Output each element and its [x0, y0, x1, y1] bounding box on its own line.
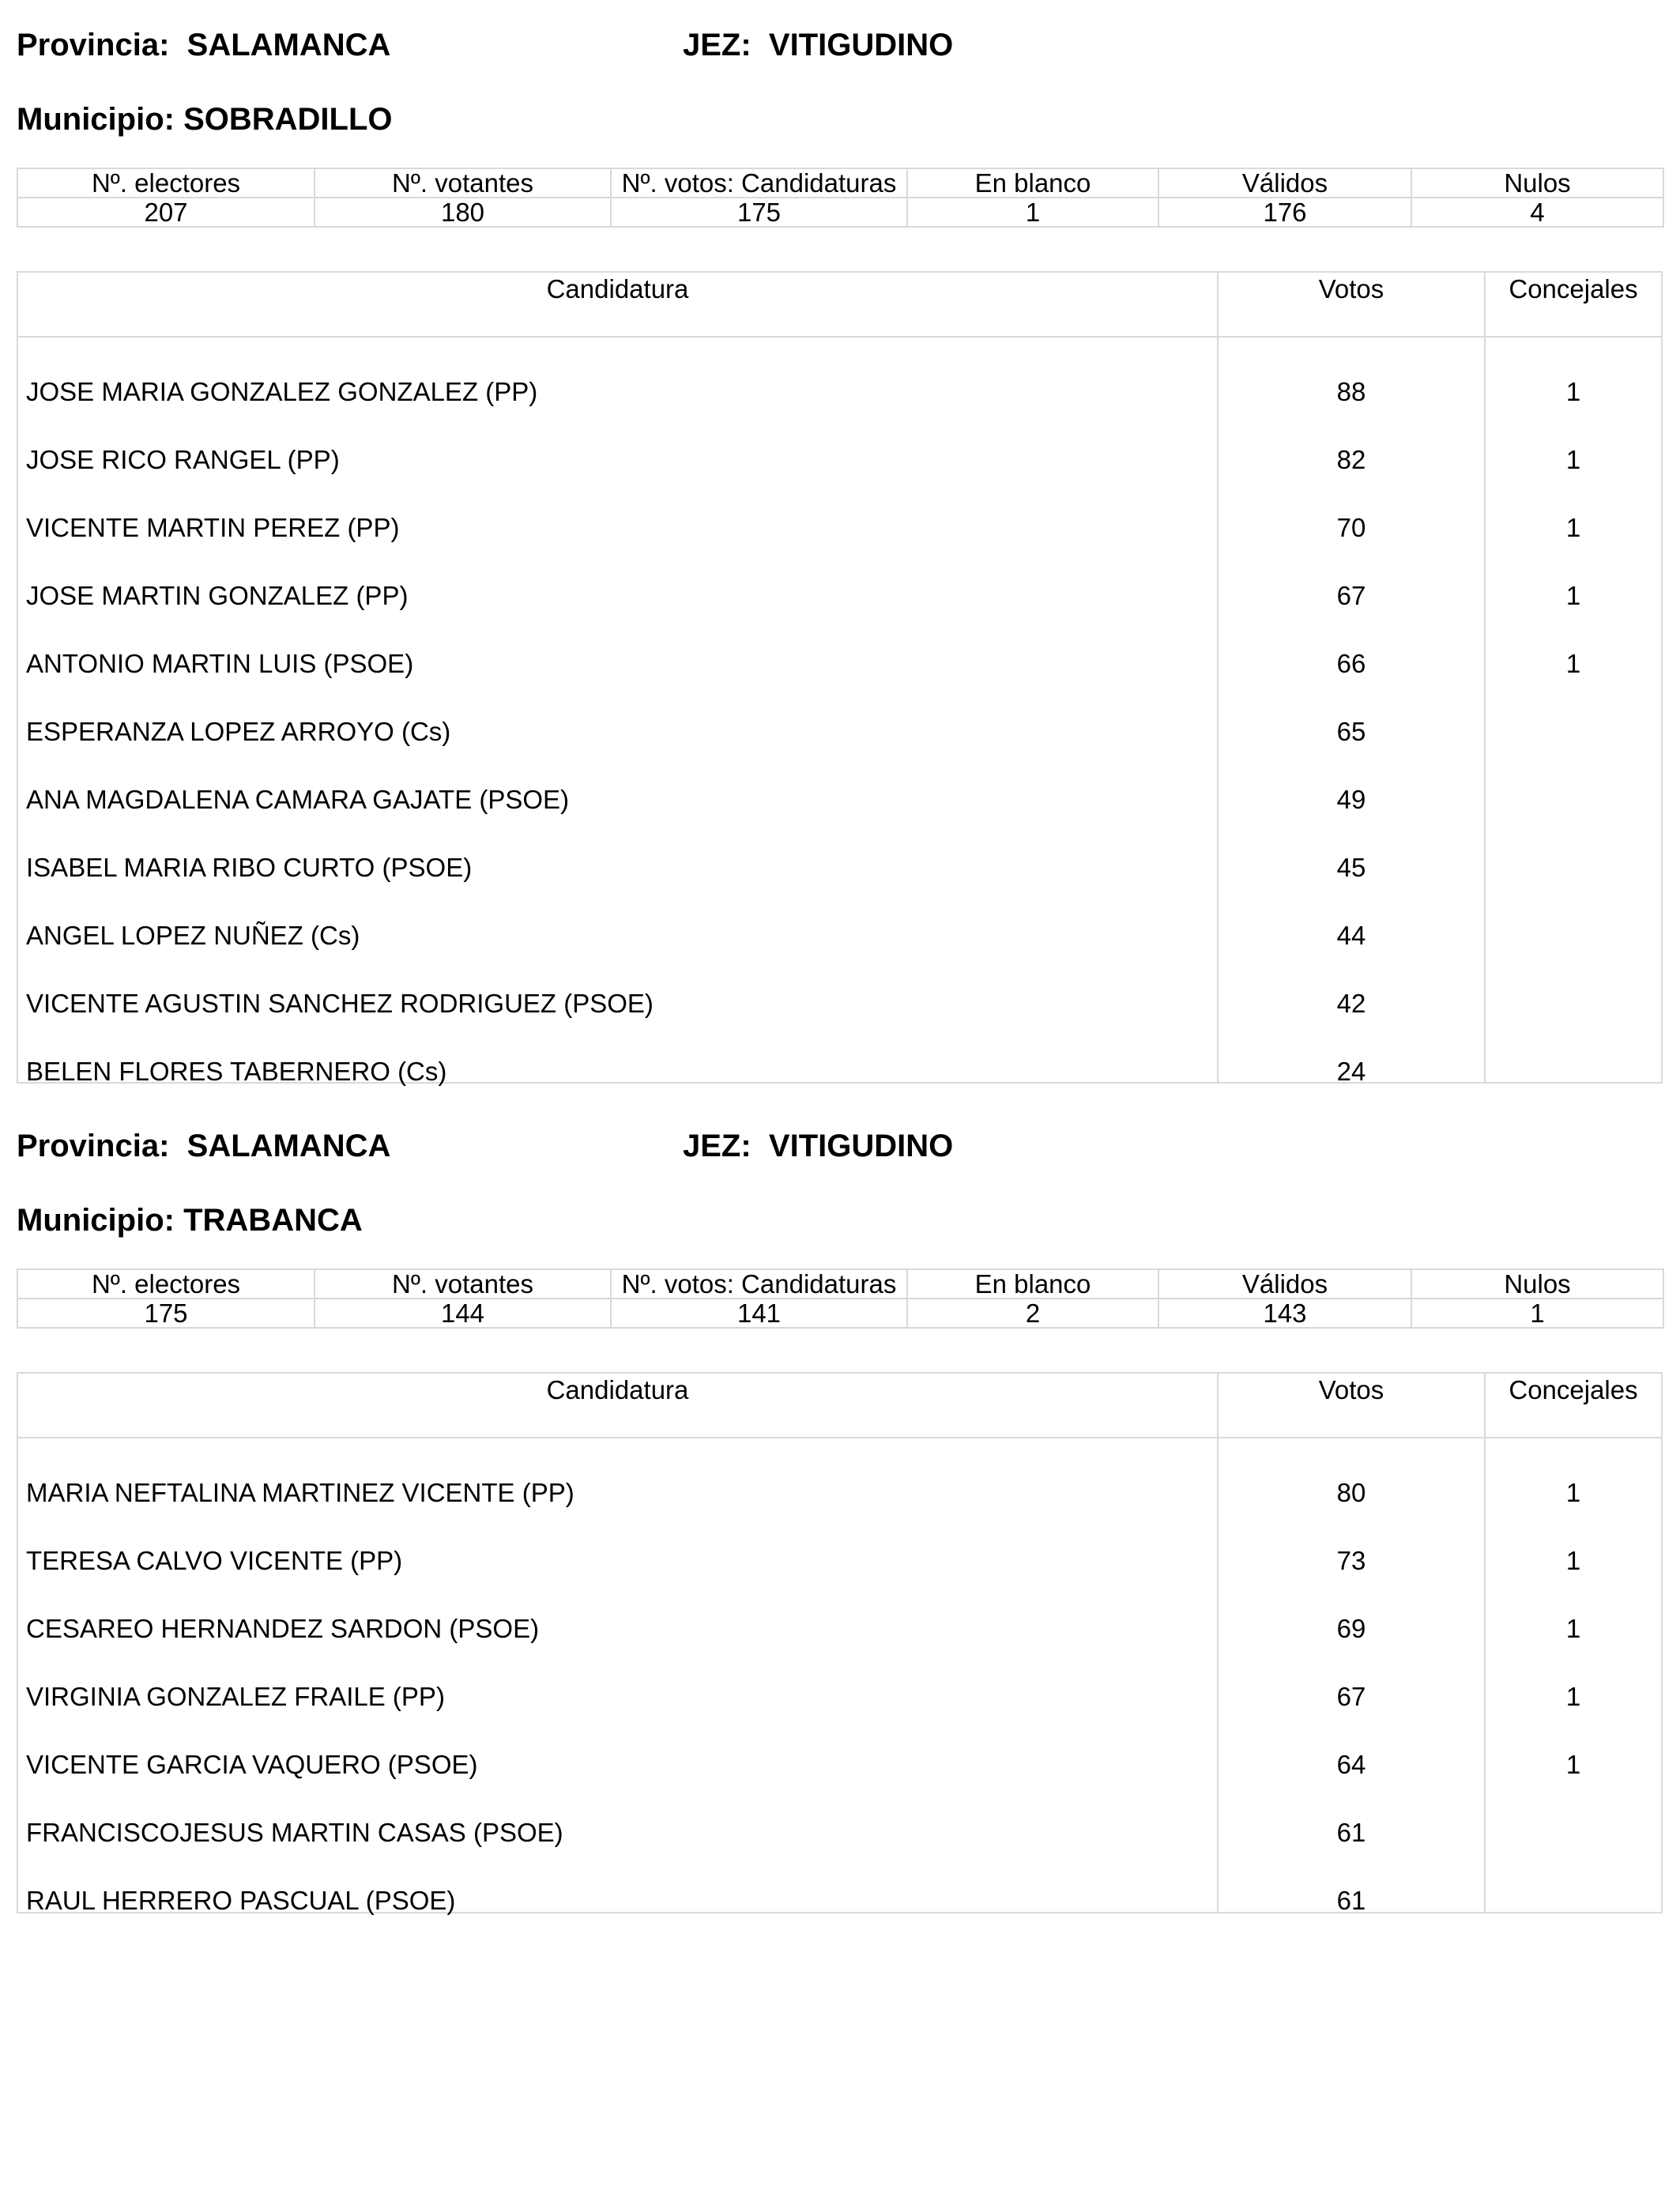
candidate-name: ISABEL MARIA RIBO CURTO (PSOE) [26, 853, 473, 882]
candidate-votos: 61 [1336, 1886, 1366, 1915]
candidatura-column [18, 337, 1219, 1084]
summary-table [17, 168, 1664, 228]
candidate-concejales [1486, 1799, 1661, 1867]
candidate-votos: 80 [1336, 1478, 1366, 1507]
candidate-name: ESPERANZA LOPEZ ARROYO (Cs) [26, 717, 451, 746]
candidate-name: VIRGINIA GONZALEZ FRAILE (PP) [26, 1682, 445, 1711]
value-en-blanco: 1 [907, 198, 1158, 227]
provincia-heading [17, 1127, 390, 1165]
candidate-concejales: 1 [1565, 649, 1581, 678]
jez-heading [683, 1127, 953, 1165]
summary-value-row [17, 1299, 1663, 1328]
candidate-concejales: 1 [1565, 1546, 1581, 1575]
col-concejales-header: Concejales [1509, 274, 1638, 303]
jez-heading [683, 26, 953, 64]
candidate-concejales: 1 [1565, 1750, 1581, 1779]
jez-value: VITIGUDINO [768, 28, 954, 62]
value-votantes: 180 [315, 198, 611, 227]
candidate-name: ANTONIO MARTIN LUIS (PSOE) [26, 649, 414, 678]
results-table [17, 1372, 1663, 1913]
summary-value-row [17, 198, 1663, 227]
candidate-concejales: 1 [1565, 1614, 1581, 1643]
candidate-votos: 65 [1336, 717, 1366, 746]
candidate-votos: 82 [1336, 445, 1366, 474]
provincia-label: Provincia: [17, 28, 170, 62]
col-votos-header: Votos [1219, 1374, 1486, 1437]
votos-column [1219, 337, 1486, 1084]
candidate-concejales: 1 [1565, 1478, 1581, 1507]
jez-value: VITIGUDINO [768, 1129, 954, 1163]
col-concejales-header: Concejales [1509, 1375, 1638, 1404]
results-body [18, 1438, 1661, 1913]
candidate-votos: 66 [1336, 649, 1366, 678]
candidate-name: JOSE MARIA GONZALEZ GONZALEZ (PP) [26, 377, 538, 406]
candidate-concejales [1486, 766, 1661, 834]
candidate-concejales: 1 [1565, 445, 1581, 474]
provincia-value: SALAMANCA [186, 1129, 391, 1163]
candidate-votos: 42 [1336, 989, 1366, 1018]
candidate-votos: 67 [1336, 1682, 1366, 1711]
candidate-concejales: 1 [1565, 1682, 1581, 1711]
municipio-label: Municipio: [17, 102, 175, 137]
municipio-label: Municipio: [17, 1203, 175, 1238]
summary-table [17, 1269, 1664, 1329]
candidate-name: ANGEL LOPEZ NUÑEZ (Cs) [26, 921, 360, 950]
jez-label: JEZ: [683, 1129, 751, 1163]
candidate-votos: 61 [1336, 1818, 1366, 1847]
candidate-votos: 88 [1336, 377, 1366, 406]
candidate-concejales [1486, 698, 1661, 766]
candidate-votos: 45 [1336, 853, 1366, 882]
results-header [18, 1374, 1661, 1438]
candidate-votos: 67 [1336, 581, 1366, 610]
value-nulos: 1 [1411, 1299, 1663, 1328]
candidate-name: VICENTE AGUSTIN SANCHEZ RODRIGUEZ (PSOE) [26, 989, 654, 1018]
candidate-name: JOSE MARTIN GONZALEZ (PP) [26, 581, 409, 610]
jez-label: JEZ: [683, 28, 751, 62]
col-candidatura-header: Candidatura [18, 1374, 1219, 1437]
municipio-heading [17, 100, 393, 138]
candidate-name: CESAREO HERNANDEZ SARDON (PSOE) [26, 1614, 540, 1643]
candidate-votos: 24 [1336, 1057, 1366, 1086]
candidate-concejales: 1 [1565, 377, 1581, 406]
col-votos-header: Votos [1219, 273, 1486, 336]
provincia-label: Provincia: [17, 1129, 170, 1163]
candidate-concejales [1486, 970, 1661, 1038]
candidate-votos: 73 [1336, 1546, 1366, 1575]
value-electores: 175 [17, 1299, 315, 1328]
candidate-name: BELEN FLORES TABERNERO (Cs) [26, 1057, 447, 1086]
header-validos: Válidos [1158, 1269, 1411, 1299]
header-votos-candidaturas: Nº. votos: Candidaturas [611, 168, 907, 198]
candidate-name: FRANCISCOJESUS MARTIN CASAS (PSOE) [26, 1818, 563, 1847]
header-nulos: Nulos [1411, 1269, 1663, 1299]
col-candidatura-header: Candidatura [18, 273, 1219, 336]
header-nulos: Nulos [1411, 168, 1663, 198]
results-body [18, 337, 1661, 1084]
value-validos: 143 [1158, 1299, 1411, 1328]
candidate-name: TERESA CALVO VICENTE (PP) [26, 1546, 403, 1575]
header-votos-candidaturas: Nº. votos: Candidaturas [611, 1269, 907, 1299]
candidate-votos: 49 [1336, 785, 1366, 814]
candidate-votos: 70 [1336, 513, 1366, 542]
municipio-value: SOBRADILLO [183, 102, 393, 137]
candidate-votos: 64 [1336, 1750, 1366, 1779]
header-votantes: Nº. votantes [315, 168, 611, 198]
candidatura-column [18, 1438, 1219, 1913]
municipio-heading [17, 1201, 363, 1239]
value-validos: 176 [1158, 198, 1411, 227]
candidate-concejales [1486, 1867, 1661, 1935]
candidate-concejales [1486, 902, 1661, 970]
header-en-blanco: En blanco [907, 1269, 1158, 1299]
candidate-name: RAUL HERRERO PASCUAL (PSOE) [26, 1886, 456, 1915]
provincia-value: SALAMANCA [186, 28, 391, 62]
candidate-concejales [1486, 1038, 1661, 1106]
municipio-value: TRABANCA [183, 1203, 363, 1238]
candidate-name: VICENTE MARTIN PEREZ (PP) [26, 513, 400, 542]
header-votantes: Nº. votantes [315, 1269, 611, 1299]
candidate-concejales: 1 [1565, 513, 1581, 542]
candidate-name: VICENTE GARCIA VAQUERO (PSOE) [26, 1750, 478, 1779]
value-votantes: 144 [315, 1299, 611, 1328]
votos-column [1219, 1438, 1486, 1913]
value-electores: 207 [17, 198, 315, 227]
value-en-blanco: 2 [907, 1299, 1158, 1328]
candidate-concejales: 1 [1565, 581, 1581, 610]
candidate-name: JOSE RICO RANGEL (PP) [26, 445, 340, 474]
header-electores: Nº. electores [17, 1269, 315, 1299]
value-nulos: 4 [1411, 198, 1663, 227]
summary-header-row [17, 168, 1663, 198]
candidate-concejales [1486, 834, 1661, 902]
results-table [17, 271, 1663, 1084]
results-header [18, 273, 1661, 337]
header-en-blanco: En blanco [907, 168, 1158, 198]
candidate-name: MARIA NEFTALINA MARTINEZ VICENTE (PP) [26, 1478, 574, 1507]
value-votos-candidaturas: 175 [611, 198, 907, 227]
header-electores: Nº. electores [17, 168, 315, 198]
candidate-votos: 44 [1336, 921, 1366, 950]
candidate-name: ANA MAGDALENA CAMARA GAJATE (PSOE) [26, 785, 570, 814]
header-validos: Válidos [1158, 168, 1411, 198]
value-votos-candidaturas: 141 [611, 1299, 907, 1328]
concejales-column [1486, 337, 1661, 1084]
provincia-heading [17, 26, 390, 64]
concejales-column [1486, 1438, 1661, 1913]
summary-header-row [17, 1269, 1663, 1299]
candidate-votos: 69 [1336, 1614, 1366, 1643]
